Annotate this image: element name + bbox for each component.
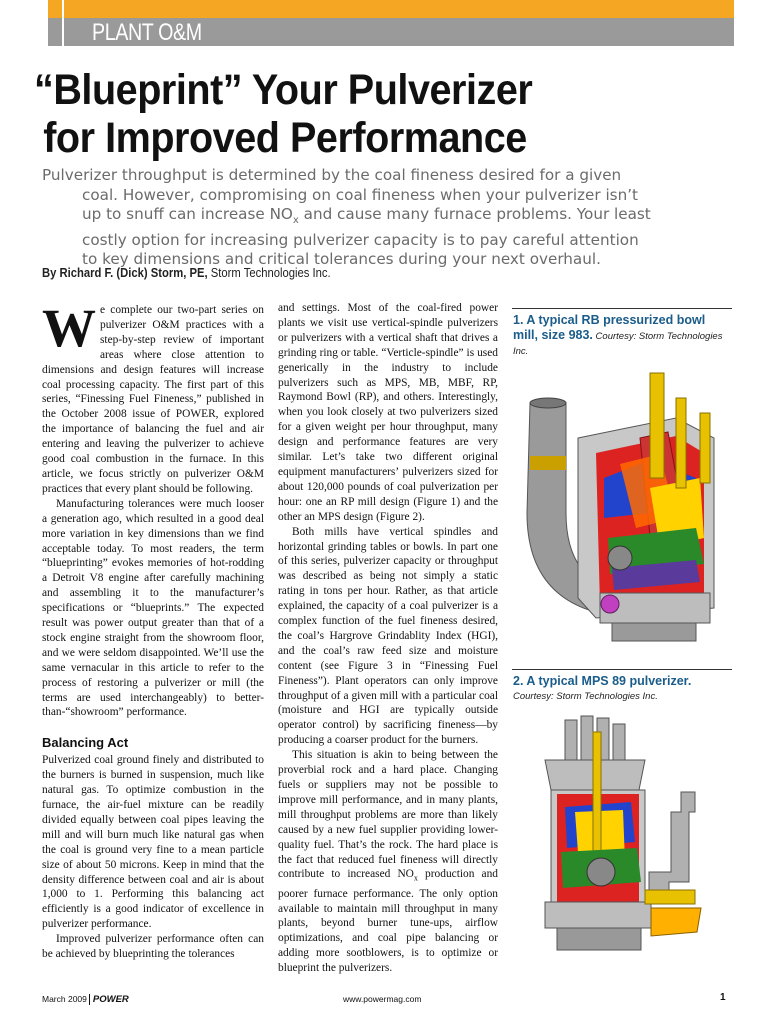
figure-2-pulverizer-illustration: [505, 712, 735, 962]
byline: [42, 266, 672, 280]
section-divider: [62, 18, 64, 46]
deck-line-3: [42, 205, 742, 231]
page-number: 1: [720, 992, 726, 1003]
footer-url[interactable]: www.powermag.com: [343, 994, 422, 1004]
title-line-2: for Improved Performance: [43, 114, 527, 162]
paragraph-1: [42, 298, 264, 497]
top-orange-band: [48, 0, 734, 18]
paragraph-1-text: e complete our two-part series on pulverizer O&M practices with a step-by-step review of important areas where close attention to dimensions and design features will increase coal processing capacity. The first part of this series, “Finessing Fuel Fineness,” published in the October 2008 issue of POWER, explored the importance of balancing the fuel and air entering and leaving the pulverizer to achieve good coal combustion in the furnace. In this article, we focus strictly on pulverizer O&M practices that every plant should be following.: [42, 304, 264, 495]
paragraph-7-post: production and poorer furnace performance. The only option available to maintain mill throughput in many plants, beyond burner tune-ups, airflow optimizations, and coal pipe balancing or adding more sootblowers, is to optimize or blueprint the pulverizers.: [278, 868, 498, 975]
article-title: [34, 66, 678, 162]
deck-line-5: to key dimensions and critical tolerances during your next overhaul.: [82, 250, 601, 269]
paragraph-7: [278, 748, 498, 976]
figure-1-credit: Courtesy: Storm Technologies Inc.: [513, 331, 723, 357]
paragraph-2: Manufacturing tolerances were much looser a generation ago, which resulted in a good deal more variation in key dimensions than we find acceptable today. To most readers, the term “blueprinting” evokes memories of hot-rodding a Detroit V8 engine after carefully machining and assembling it to the manufacturer’s specifications or “blueprints.” The expected result was power output greater than that of a stock engine straight from the showroom floor, and we were seldom disappointed. We’ll use the same vernacular in this article to refer to the process of restoring a pulverizer or mill (the terms are used interchangeably) to better-than-“showroom” performance.: [42, 497, 264, 719]
paragraph-5: and settings. Most of the coal-fired power plants we visit use vertical-spindle pulverizers or pulverizers with a vertical shaft that drives a grinding ring or table. “Verticle-spindle” is used generically in the industry to include pulverizers such as MPS, MB, MBF, RP, Raymond Bowl (RP), and others. Interestingly, when you look closely at two pulverizers sized for a given weight per hour throughput, many design and performance features are very similar. Let’s take two different original equipment manufacturers’ pulverizers sized for about 120,000 pounds of coal pulverization per hour: one an RP mill design (Figure 1) and the other an MPS design (Figure 2).: [278, 302, 498, 523]
footer-brand: POWER: [89, 994, 129, 1005]
byline-author: By Richard F. (Dick) Storm, PE,: [42, 266, 208, 280]
figure-2-caption: [513, 674, 733, 704]
byline-org: Storm Technologies Inc.: [207, 266, 331, 280]
figure-1-title: 1. A typical RB pressurized bowl mill, size 983.: [513, 313, 706, 342]
figure-1-caption: [513, 313, 733, 359]
paragraph-3: Pulverized coal ground finely and distributed to the burners is burned in suspension, much like natural gas. To optimize combustion in the furnace, the air-fuel mixture can be readily divided equally between coal pipes leaving the mill and will burn much like natural gas when the coal is ground very fine to a mean particle size of about 50 microns. Keep in mind that the density difference between coal and air is about 1,000 to 1. Performing this balancing act efficiently is a good indicator of excellence in pulverizer performance.: [42, 754, 264, 931]
article-deck: [42, 166, 742, 270]
drop-cap: W: [42, 298, 96, 358]
deck-line-3-pre: up to snuff can increase NO: [82, 205, 293, 223]
column-1: [42, 298, 264, 962]
paragraph-7-pre: This situation is akin to being between the proverbial rock and a hard place. Changing fuels or suppliers may not be possible to improve mill performance, and in many plants, mill throughput problems are more than likely caused by a new fuel supplier providing lower-quality fuel. That’s the rock. The hard place is the fact that reduced fuel fineness will directly contribute to increased NO: [278, 749, 498, 881]
nox-subscript: x: [413, 873, 418, 883]
figure-2-rule: [512, 669, 732, 670]
deck-nox-subscript: x: [292, 215, 299, 227]
deck-line-1: Pulverizer throughput is determined by the coal fineness desired for a given: [42, 166, 622, 184]
footer-date: [42, 994, 129, 1005]
subhead-balancing-act: Balancing Act: [42, 735, 129, 751]
paragraph-4: Improved pulverizer performance often can be achieved by blueprinting the tolerances: [42, 933, 264, 961]
figure-1-rule: [512, 308, 732, 309]
band-divider: [62, 0, 64, 18]
deck-line-2: coal. However, compromising on coal fineness when your pulverizer isn’t: [82, 185, 638, 204]
title-line-1: “Blueprint” Your Pulverizer: [34, 66, 533, 114]
figure-1-pulverizer-illustration: [500, 368, 736, 650]
section-label: PLANT O&M: [92, 19, 202, 46]
deck-line-3-post: and cause many furnace problems. Your least: [298, 205, 651, 223]
column-2: [278, 301, 498, 976]
figure-2-credit: Courtesy: Storm Technologies Inc.: [513, 691, 658, 702]
paragraph-6: Both mills have vertical spindles and horizontal grinding tables or bowls. In part one of this series, pulverizer capacity or throughput was described as being not simply a static rating in tons per hour. Rather, as that article explained, the capacity of a coal pulverizer is a complex function of the fuel fineness desired, the coal’s Hargrove Grindablity Index (HGI), and the coal’s raw feed size and moisture content (see Figure 3 in “Finessing Fuel Fineness”). Plant operators can only improve throughput of a given mill with a particular coal (moisture and HGI are typically outside operator control) by sacrificing fineness—by producing a coarser product for the burners.: [278, 525, 498, 747]
figure-2-title: 2. A typical MPS 89 pulverizer.: [513, 674, 692, 688]
deck-line-4: costly option for increasing pulverizer capacity is to pay careful attention: [82, 230, 639, 249]
footer-date-text: March 2009: [42, 994, 87, 1004]
